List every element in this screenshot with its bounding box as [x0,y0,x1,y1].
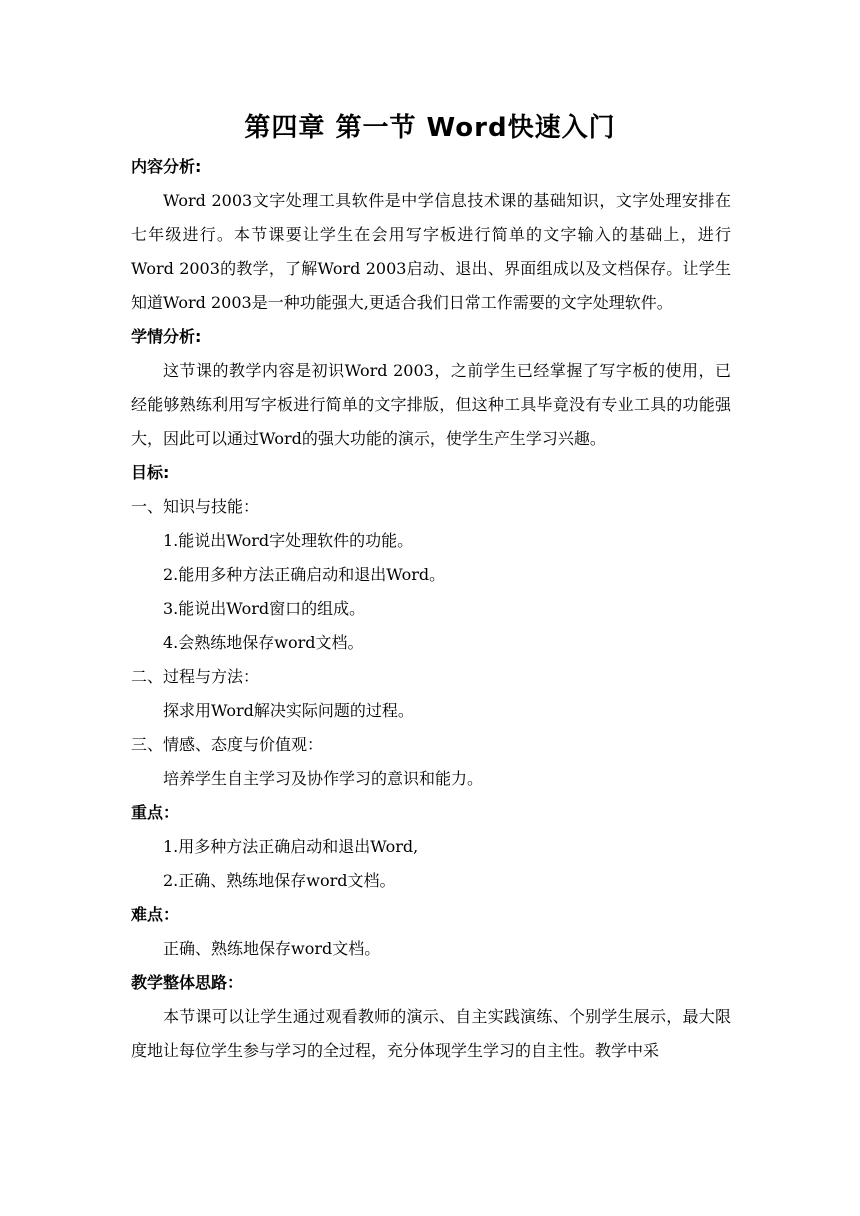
page-title: 第四章 第一节 Word快速入门 [244,113,616,143]
knowledge-item: 4.会熟练地保存word文档。 [163,633,364,652]
knowledge-item: 3.能说出Word窗口的组成。 [163,599,366,618]
knowledge-item: 2.能用多种方法正确启动和退出Word。 [163,565,446,584]
teaching-approach-paragraph: 本节课可以让学生通过观看教师的演示、自主实践演练、个别学生展示，最大限度地让每位学生参与学习的全过程，充分体现学生学习的自主性。教学中采 [131,1007,731,1060]
student-analysis-paragraph: 这节课的教学内容是初识Word 2003，之前学生已经掌握了写字板的使用，已经能够熟练利用写字板进行简单的文字排版，但这种工具毕竟没有专业工具的功能强大，因此可以通过Word的强大功能的演示，使学生产生学习兴趣。 [131,361,731,448]
key-point-item: 2.正确、熟练地保存word文档。 [163,871,396,890]
knowledge-item: 1.能说出Word字处理软件的功能。 [163,531,414,550]
emotion-attitude-heading: 三、情感、态度与价值观： [131,735,324,754]
difficulties-heading: 难点： [131,905,180,924]
key-points-heading: 重点： [131,803,180,822]
document-body [131,150,731,1068]
process-method-text: 探求用Word解决实际问题的过程。 [163,701,414,720]
emotion-attitude-text: 培养学生自主学习及协作学习的意识和能力。 [163,769,484,788]
knowledge-skills-heading: 一、知识与技能： [131,497,260,516]
key-point-item: 1.用多种方法正确启动和退出Word, [163,837,419,856]
process-method-heading: 二、过程与方法： [131,667,260,686]
goals-heading: 目标: [131,463,170,482]
difficulties-text: 正确、熟练地保存word文档。 [163,939,381,958]
content-analysis-paragraph: Word 2003文字处理工具软件是中学信息技术课的基础知识，文字处理安排在七年级进行。本节课要让学生在会用写字板进行简单的文字输入的基础上，进行Word 2003的教学，了解Word 2003启动、退出、界面组成以及文档保存。让学生知道Word 2003是一种功能强大,更适合我们日常工作需要的文字处理软件。 [131,191,731,312]
content-analysis-heading: 内容分析: [131,157,202,176]
teaching-approach-heading: 教学整体思路： [131,973,244,992]
student-analysis-heading: 学情分析: [131,327,202,346]
